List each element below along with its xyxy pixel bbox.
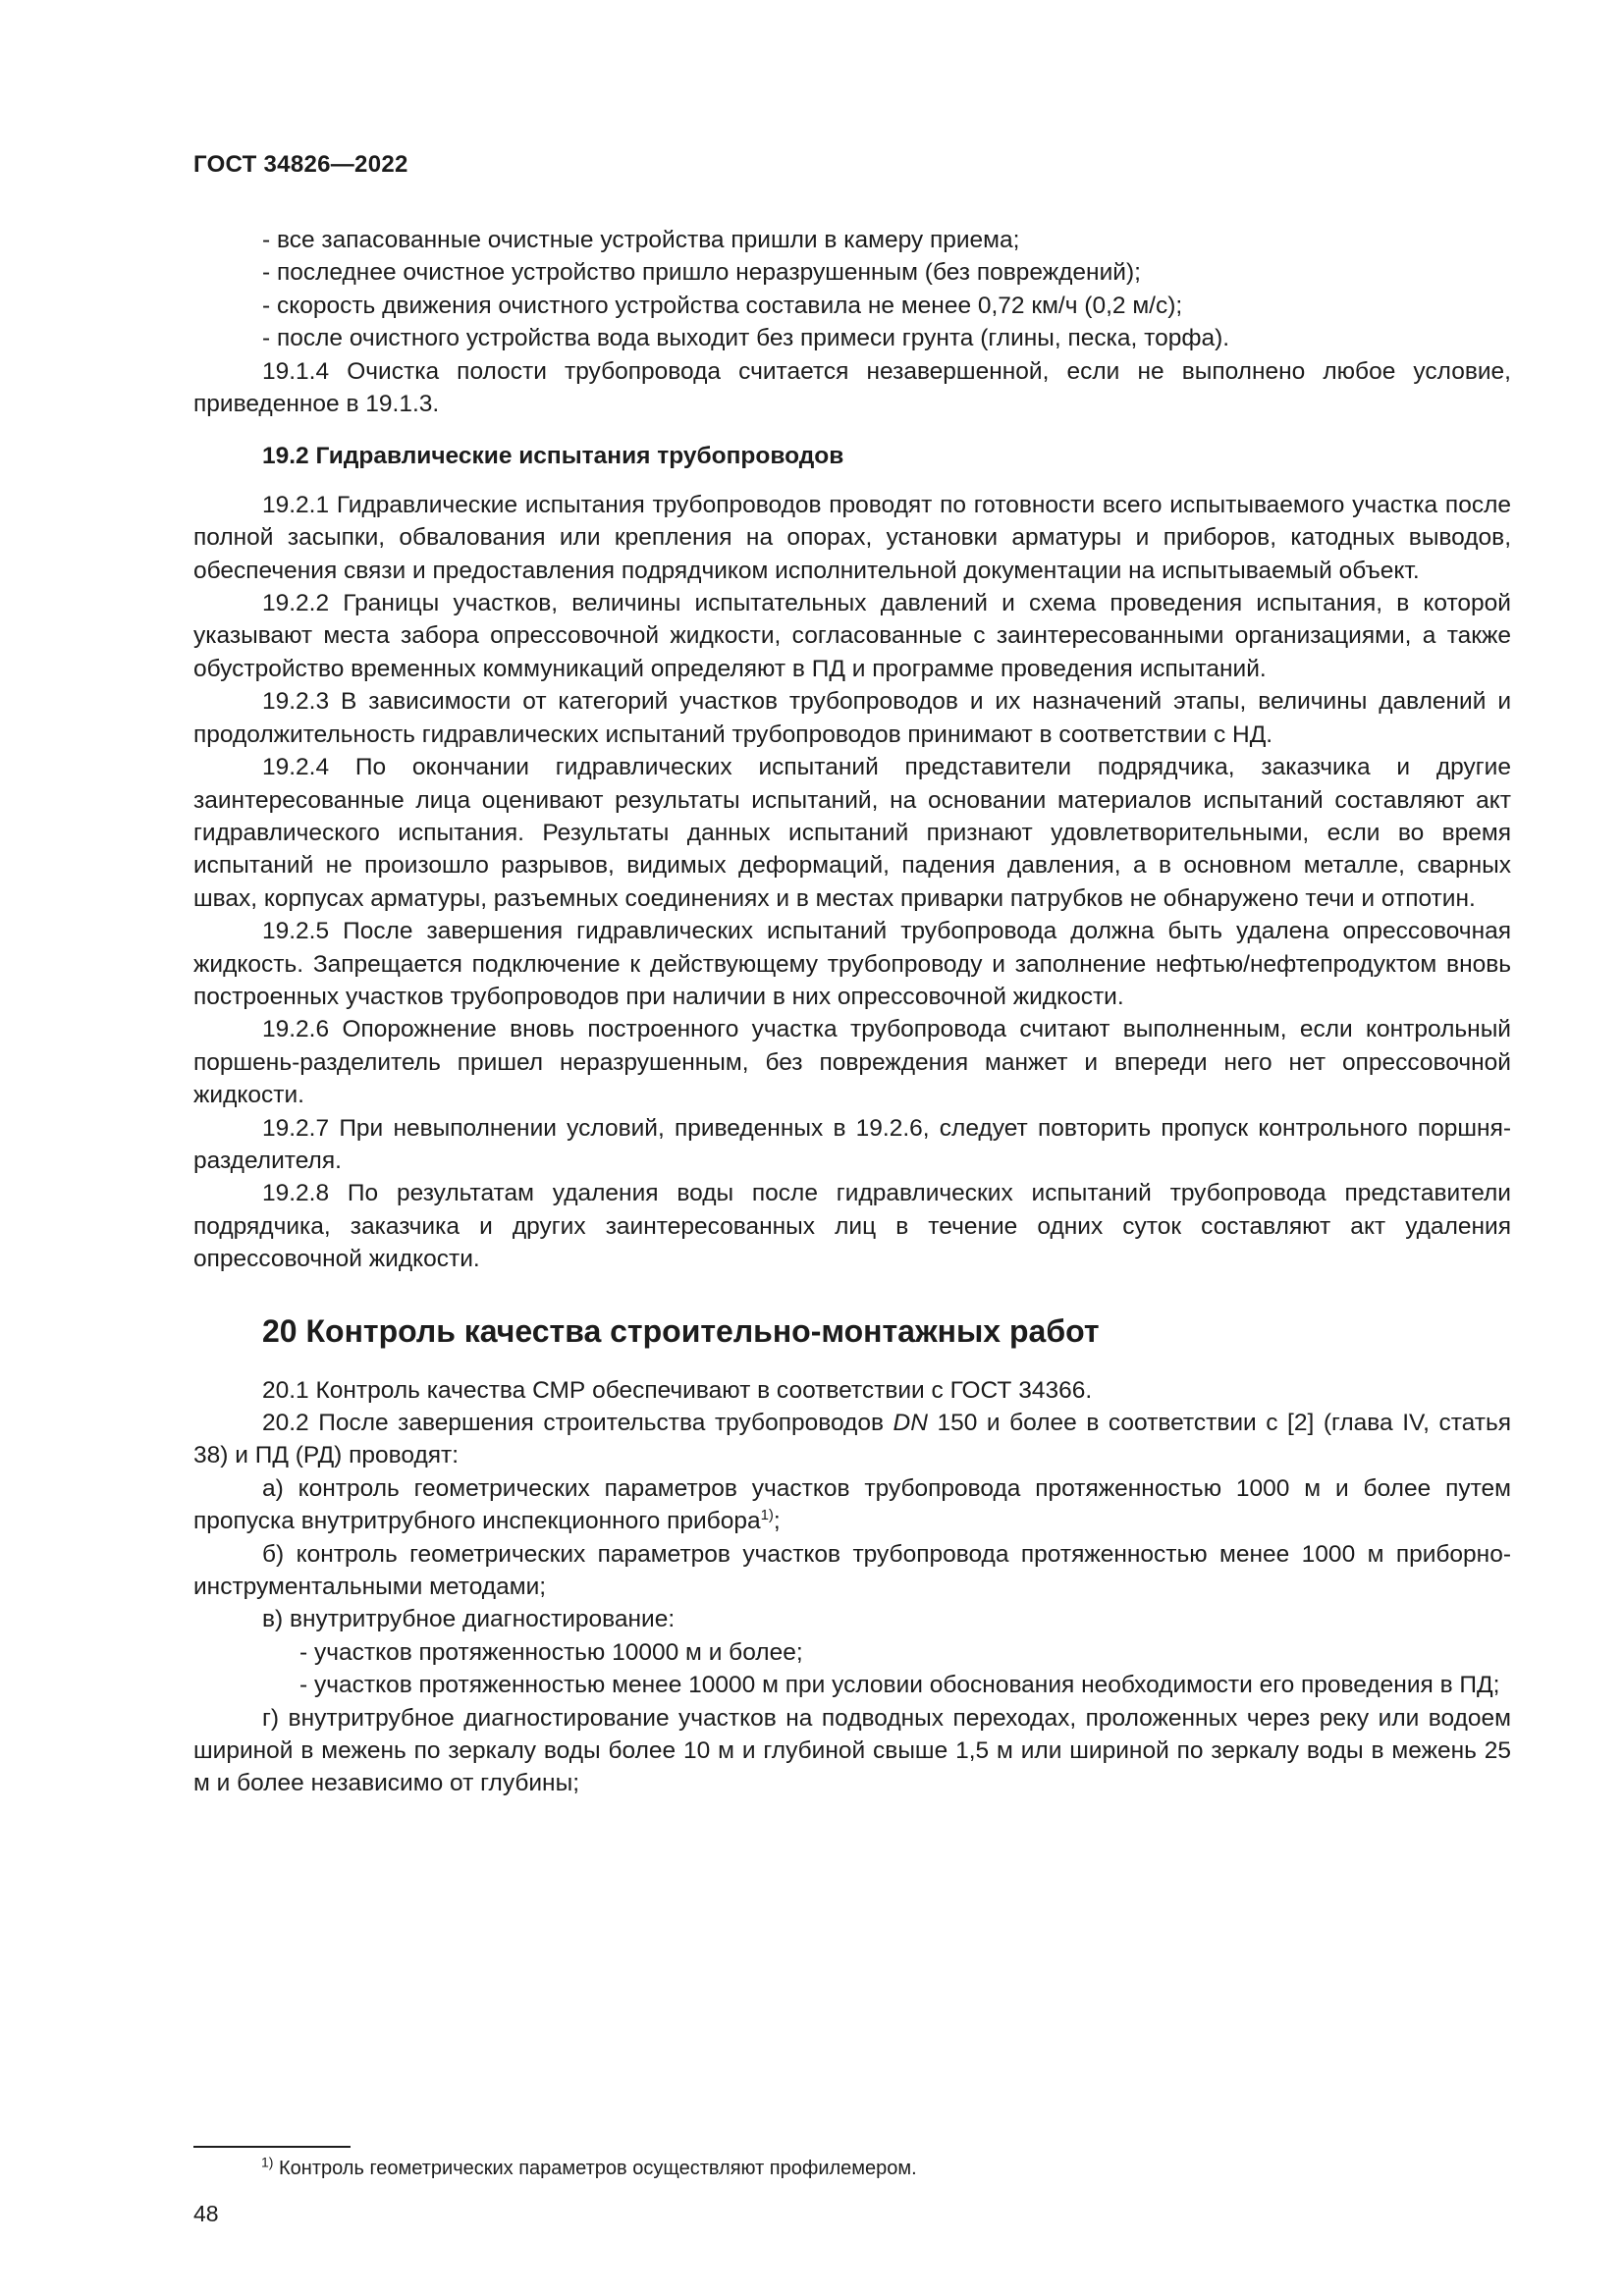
paragraph-19-2-4: 19.2.4 По окончании гидравлических испытаний представители подрядчика, заказчика и другие заинтересованные лица оценивают результаты испытаний, на основании материалов испытаний составляют акт гидравлического испытания. Результаты данных испытаний признают удовлетворительными, если во время испытаний не произошло разрывов, видимых деформаций, падения давления, а в основном металле, сварных швах, корпусах арматуры, разъемных соединениях и в местах приварки патрубков не обнаружено течи и отпотин. (193, 754, 1511, 912)
paragraph-19-2-2: 19.2.2 Границы участков, величины испытательных давлений и схема проведения испытания, в которой указывают места забора опрессовочной жидкости, согласованные с заинтересованными организациями, а также обустройство временных коммуникаций определяют в ПД и программе проведения испытаний. (193, 590, 1511, 682)
paragraph-19-2-3: 19.2.3 В зависимости от категорий участков трубопроводов и их назначений этапы, величины давлений и продолжительность гидравлических испытаний трубопроводов принимают в соответствии с НД. (193, 688, 1511, 748)
subsection-heading-19-2: 19.2 Гидравлические испытания трубопроводов (262, 443, 844, 470)
bullet-item: - после очистного устройства вода выходит без примеси грунта (глины, песка, торфа). (262, 325, 1230, 352)
list-item-a (193, 1472, 1511, 1538)
bullet-item: - все запасованные очистные устройства пришли в камеру приема; (262, 227, 1020, 253)
paragraph-19-1-4: 19.1.4 Очистка полости трубопровода считается незавершенной, если не выполнено любое условие, приведенное в 19.1.3. (193, 357, 1511, 418)
document-body (193, 224, 1511, 1800)
sub-bullet-item: - участков протяженностью менее 10000 м при условии обоснования необходимости его проведения в ПД; (299, 1672, 1500, 1699)
page-number: 48 (193, 2201, 219, 2226)
paragraph-19-2-5: 19.2.5 После завершения гидравлических испытаний трубопровода должна быть удалена опрессовочная жидкость. Запрещается подключение к действующему трубопроводу и заполнение нефтью/нефтепродуктом вновь построенных участков трубопроводов при наличии в них опрессовочной жидкости. (193, 918, 1511, 1010)
list-item-a-text: а) контроль геометрических параметров участков трубопровода протяженностью 1000 м и более путем пропуска внутритрубного инспекционного прибора (193, 1474, 1511, 1535)
list-item-a-tail: ; (773, 1508, 781, 1535)
paragraph-19-2-7: 19.2.7 При невыполнении условий, приведенных в 19.2.6, следует повторить пропуск контрольного поршня-разделителя. (193, 1114, 1511, 1174)
paragraph-19-2-1: 19.2.1 Гидравлические испытания трубопроводов проводят по готовности всего испытываемого участка после полной засыпки, обвалования или крепления на опорах, установки арматуры и приборов, катодных выводов, обеспечения связи и предоставления подрядчиком исполнительной документации на испытываемый объект. (193, 491, 1511, 584)
paragraph-20-1: 20.1 Контроль качества СМР обеспечивают в соответствии с ГОСТ 34366. (262, 1376, 1093, 1404)
paragraph-20-2-before: 20.2 После завершения строительства трубопроводов (262, 1410, 893, 1436)
bullet-item: - последнее очистное устройство пришло неразрушенным (без повреждений); (262, 259, 1141, 287)
dn-term: DN (893, 1410, 928, 1436)
paragraph-19-2-6: 19.2.6 Опорожнение вновь построенного участка трубопровода считают выполненным, если контрольный поршень-разделитель пришел неразрушенным, без повреждения манжет и впереди него нет опрессовочной жидкости. (193, 1016, 1511, 1109)
paragraph-20-2-after: 150 и более в соответствии с [2] (глава IV, статья 38) и ПД (РД) проводят: (193, 1410, 1511, 1469)
footnote-divider (193, 2146, 351, 2148)
list-item-b: б) контроль геометрических параметров участков трубопровода протяженностью менее 1000 м приборно-инструментальными методами; (193, 1540, 1511, 1601)
section-heading-20: 20 Контроль качества строительно-монтажных работ (262, 1312, 1100, 1349)
paragraph-20-2 (193, 1407, 1511, 1472)
document-header: ГОСТ 34826—2022 (193, 151, 408, 178)
bullet-item: - скорость движения очистного устройства составила не менее 0,72 км/ч (0,2 м/с); (262, 292, 1183, 319)
list-item-v: в) внутритрубное диагностирование: (262, 1606, 676, 1633)
footnote-text: Контроль геометрических параметров осуществляют профилемером. (273, 2158, 917, 2179)
footnote (261, 2156, 917, 2181)
paragraph-19-2-8: 19.2.8 По результатам удаления воды после гидравлических испытаний трубопровода представители подрядчика, заказчика и других заинтересованных лиц в течение одних суток составляют акт удаления опрессовочной жидкости. (193, 1180, 1511, 1273)
footnote-mark: 1) (261, 2154, 274, 2170)
list-item-g: г) внутритрубное диагностирование участков на подводных переходах, проложенных через реку или водоем шириной в межень по зеркалу воды более 10 м и глубиной свыше 1,5 м или шириной по зеркалу воды в межень 25 м и более независимо от глубины; (193, 1704, 1511, 1797)
footnote-reference[interactable]: 1) (760, 1507, 774, 1524)
sub-bullet-item: - участков протяженностью 10000 м и более; (299, 1638, 803, 1666)
